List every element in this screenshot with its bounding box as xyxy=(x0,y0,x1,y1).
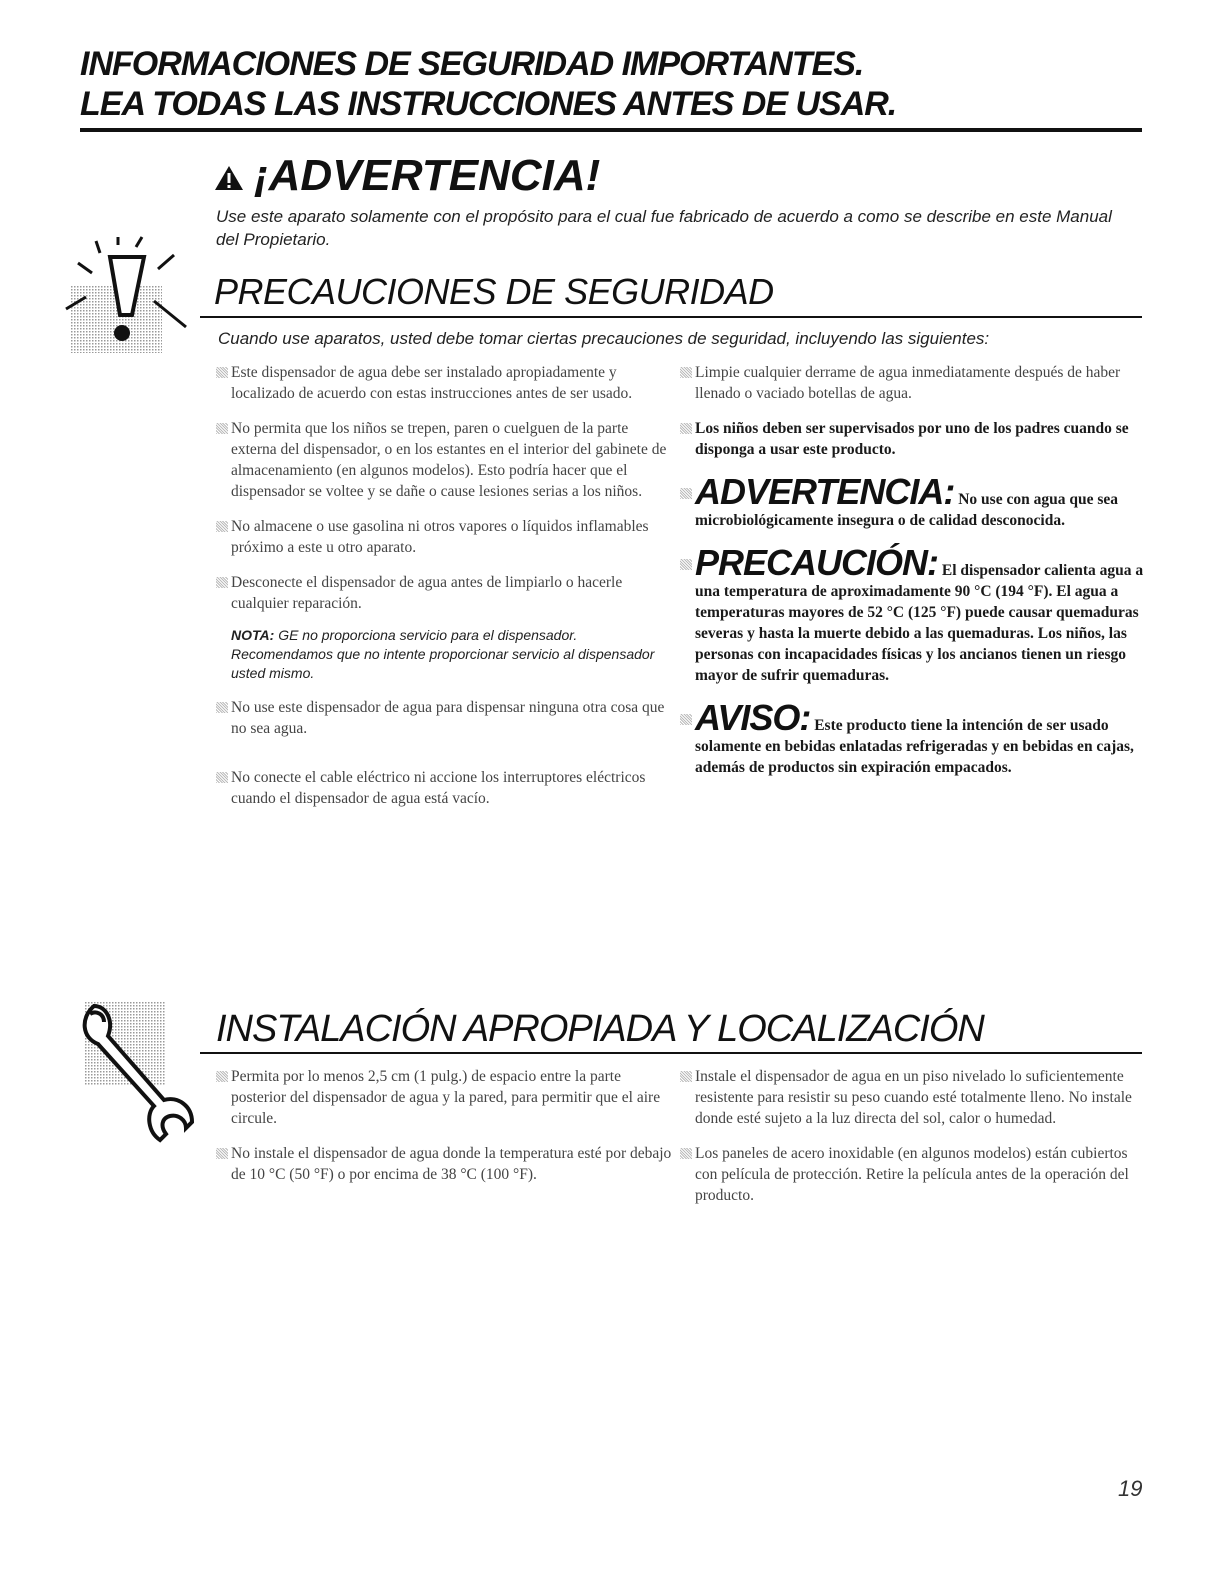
bullet-icon xyxy=(216,702,228,713)
advertencia-label: ADVERTENCIA: xyxy=(695,471,955,512)
warning-heading xyxy=(214,150,600,204)
bullet-icon xyxy=(680,1071,692,1082)
safety-intro: Cuando use aparatos, usted debe tomar ciertas precauciones de seguridad, incluyendo las siguientes: xyxy=(218,329,990,348)
install-right-column xyxy=(680,1066,1150,1220)
aviso-item: AVISO: Este producto tiene la intención de ser usado solamente en bebidas enlatadas refrigeradas y en bebidas en cajas, además de productos sin expiración empacados. xyxy=(680,700,1150,778)
list-item: Este dispensador de agua debe ser instalado apropiadamente y localizado de acuerdo con estas instrucciones antes de ser usado. xyxy=(216,362,676,404)
header-line-2: LEA TODAS LAS INSTRUCCIONES ANTES DE USAR. xyxy=(80,85,897,123)
list-item: Desconecte el dispensador de agua antes de limpiarlo o hacerle cualquier reparación. xyxy=(216,572,676,614)
page-number: 19 xyxy=(1118,1476,1143,1501)
header-rule xyxy=(80,128,1142,132)
list-item: No permita que los niños se trepen, paren o cuelguen de la parte externa del dispensador, o en los estantes en el interior del gabinete de almacenamiento (en algunos modelos). Esto podría hacer que el dispensador se voltee y se dañe o cause lesiones serias a los niños. xyxy=(216,418,676,502)
bullet-icon xyxy=(680,714,692,725)
bullet-icon xyxy=(216,772,228,783)
page-header xyxy=(80,44,1142,132)
list-item: Instale el dispensador de agua en un piso nivelado lo suficientemente resistente para resistir su peso cuando esté totalmente lleno. No instale donde esté sujeto a la luz directa del sol, calor o humedad. xyxy=(680,1066,1150,1129)
list-item: No instale el dispensador de agua donde la temperatura esté por debajo de 10 °C (50 °F) o por encima de 38 °C (100 °F). xyxy=(216,1143,676,1185)
list-item: Los niños deben ser supervisados por uno de los padres cuando se disponga a usar este producto. xyxy=(680,418,1150,460)
bullet-icon xyxy=(216,423,228,434)
list-item: Los paneles de acero inoxidable (en algunos modelos) están cubiertos con película de protección. Retire la película antes de la operación del producto. xyxy=(680,1143,1150,1206)
exclamation-alert-icon xyxy=(62,235,202,360)
wrench-icon xyxy=(76,996,206,1151)
list-item: Limpie cualquier derrame de agua inmediatamente después de haber llenado o vaciado botellas de agua. xyxy=(680,362,1150,404)
bullet-icon xyxy=(216,577,228,588)
bullet-icon xyxy=(680,559,692,570)
list-item: No conecte el cable eléctrico ni accione los interruptores eléctricos cuando el dispensador de agua está vacío. xyxy=(216,767,676,809)
bullet-icon xyxy=(680,423,692,434)
bullet-icon xyxy=(680,488,692,499)
list-item: Permita por lo menos 2,5 cm (1 pulg.) de espacio entre la parte posterior del dispensador de agua y la pared, para permitir que el aire circule. xyxy=(216,1066,676,1129)
aviso-label: AVISO: xyxy=(695,697,811,738)
list-item: No almacene o use gasolina ni otros vapores o líquidos inflamables próximo a este u otro aparato. xyxy=(216,516,676,558)
bullet-icon xyxy=(680,367,692,378)
install-section-title: INSTALACIÓN APROPIADA Y LOCALIZACIÓN xyxy=(216,1008,984,1050)
bullet-icon xyxy=(216,1071,228,1082)
safety-left-column xyxy=(216,362,676,823)
bullet-icon xyxy=(216,367,228,378)
advertencia-item: ADVERTENCIA: No use con agua que sea microbiológicamente insegura o de calidad desconocida. xyxy=(680,474,1150,531)
install-section-rule xyxy=(200,1052,1142,1054)
safety-section-title: PRECAUCIONES DE SEGURIDAD xyxy=(214,271,774,312)
list-item: No use este dispensador de agua para dispensar ninguna otra cosa que no sea agua. xyxy=(216,697,676,739)
warning-triangle-icon xyxy=(214,152,244,204)
service-note: NOTA: GE no proporciona servicio para el dispensador. Recomendamos que no intente proporcionar servicio al dispensador usted mismo. xyxy=(231,627,655,681)
precaucion-label: PRECAUCIÓN: xyxy=(695,542,939,583)
warning-title: ¡ADVERTENCIA! xyxy=(254,151,601,200)
safety-section-rule xyxy=(200,316,1142,318)
header-line-1: INFORMACIONES DE SEGURIDAD IMPORTANTES. xyxy=(80,45,864,83)
precaucion-item: PRECAUCIÓN: El dispensador calienta agua a una temperatura de aproximadamente 90 °C (194 °F). El agua a temperaturas mayores de 52 °C (125 °F) puede causar quemaduras severas y hasta la muerte debido a las quemaduras. Los niños, las personas con incapacidades físicas y los ancianos tienen un riesgo mayor de sufrir quemaduras. xyxy=(680,545,1150,686)
bullet-icon xyxy=(680,1148,692,1159)
bullet-icon xyxy=(216,521,228,532)
install-left-column xyxy=(216,1066,676,1199)
safety-right-column xyxy=(680,362,1150,792)
bullet-icon xyxy=(216,1148,228,1159)
warning-description: Use este aparato solamente con el propósito para el cual fue fabricado de acuerdo a como se describe en este Manual del Propietario. xyxy=(216,207,1112,249)
